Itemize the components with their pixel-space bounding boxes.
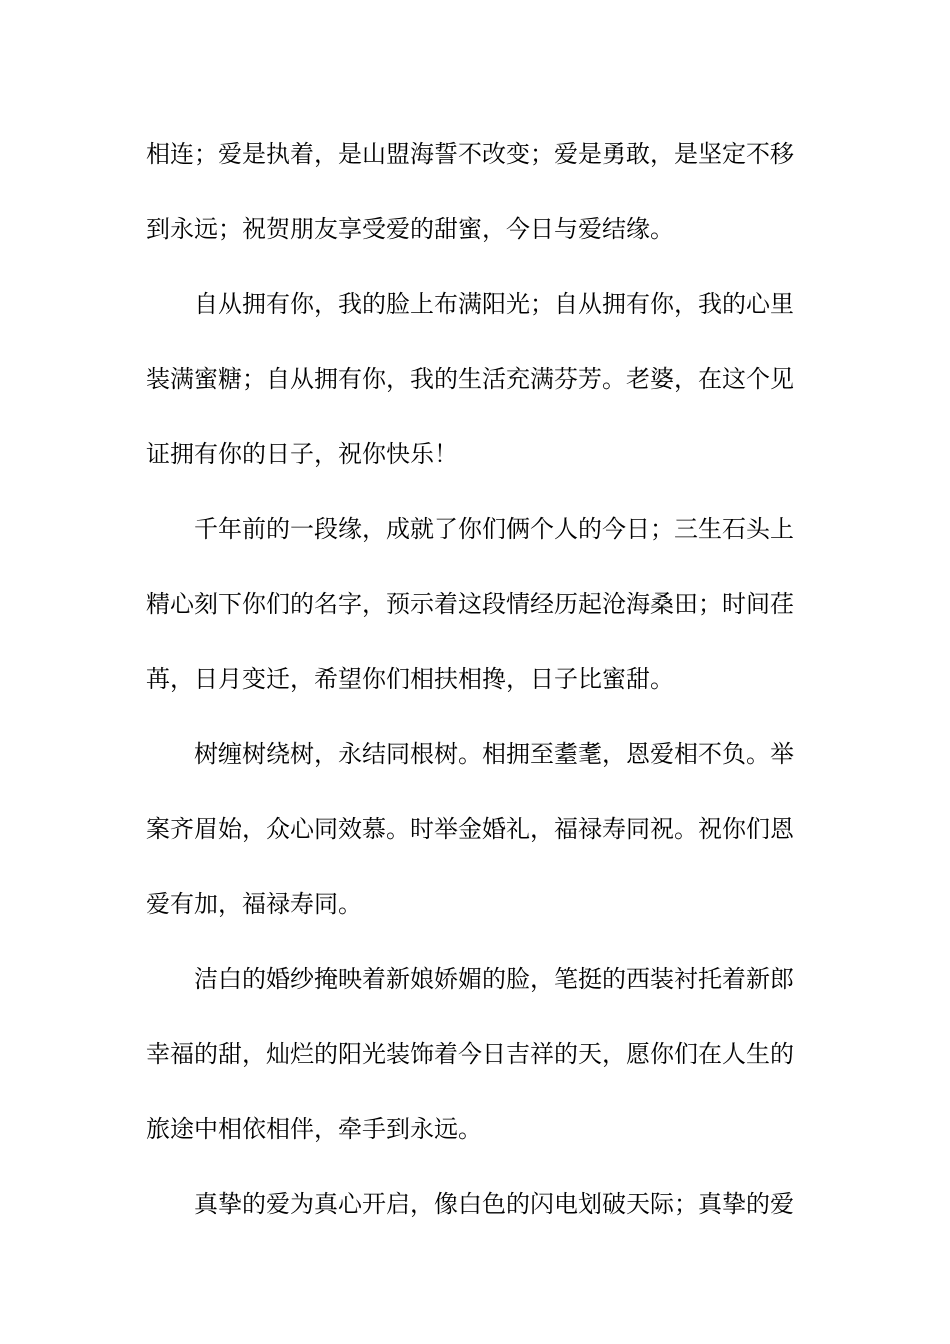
text-line: 千年前的一段缘，成就了你们俩个人的今日；三生石头上 — [194, 515, 794, 543]
text-line: 爱有加，福禄寿同。 — [146, 890, 362, 918]
text-line: 案齐眉始，众心同效慕。时举金婚礼，福禄寿同祝。祝你们恩 — [146, 815, 794, 843]
text-line: 相连；爱是执着，是山盟海誓不改变；爱是勇敢，是坚定不移 — [146, 140, 794, 168]
paragraph — [146, 730, 806, 955]
text-line: 真挚的爱为真心开启，像白色的闪电划破天际；真挚的爱 — [194, 1190, 794, 1218]
text-line: 树缠树绕树，永结同根树。相拥至耋耄，恩爱相不负。举 — [194, 740, 794, 768]
text-line: 装满蜜糖；自从拥有你，我的生活充满芬芳。老婆，在这个见 — [146, 365, 794, 393]
text-line: 证拥有你的日子，祝你快乐！ — [146, 440, 458, 468]
text-line: 苒，日月变迁，希望你们相扶相搀，日子比蜜甜。 — [146, 665, 674, 693]
text-line: 精心刻下你们的名字，预示着这段情经历起沧海桑田；时间荏 — [146, 590, 794, 618]
paragraph — [146, 130, 806, 280]
text-line: 幸福的甜，灿烂的阳光装饰着今日吉祥的天，愿你们在人生的 — [146, 1040, 794, 1068]
text-line: 旅途中相依相伴，牵手到永远。 — [146, 1115, 482, 1143]
paragraph — [146, 955, 806, 1180]
paragraph — [146, 280, 806, 505]
text-line: 洁白的婚纱掩映着新娘娇媚的脸，笔挺的西装衬托着新郎 — [194, 965, 794, 993]
text-line: 自从拥有你，我的脸上布满阳光；自从拥有你，我的心里 — [194, 290, 794, 318]
document-body — [146, 130, 806, 1255]
paragraph — [146, 1180, 806, 1255]
paragraph — [146, 505, 806, 730]
text-line: 到永远；祝贺朋友享受爱的甜蜜，今日与爱结缘。 — [146, 215, 674, 243]
